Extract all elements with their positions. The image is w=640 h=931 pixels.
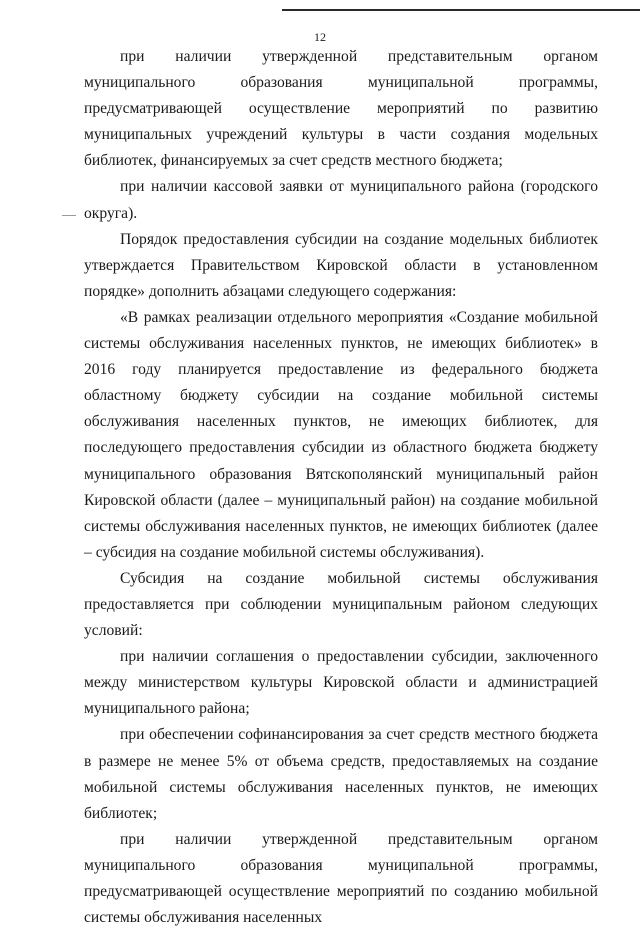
paragraph-6: при наличии соглашения о предоставлении субсидии, заключенного между министерством культуры Кировской области и администрацией муниципального района; — [84, 648, 598, 718]
page-number: 12 — [314, 30, 326, 44]
paragraph-8: при наличии утвержденной представительным органом муниципального образования муниципальной программы, предусматривающей осуществление мероприятий по созданию мобильной системы обслуживания населенных — [84, 830, 598, 927]
paragraph-2: при наличии кассовой заявки от муниципального района (городского округа). — [84, 178, 598, 222]
margin-mark — [62, 215, 76, 216]
paragraph-4: «В рамках реализации отдельного мероприятия «Создание мобильной системы обслуживания населенных пунктов, не имеющих библиотек» в 2016 году планируется предоставление из федерального бюджета областному бюджету субсидии на создание мобильной системы обслуживания населенных пунктов, не имеющих библиотек, для последующего предоставления субсидии из областного бюджета бюджету муниципального образования Вятскополянский муниципальный район Кировской области (далее – муниципальный район) на создание мобильной системы обслуживания населенных пунктов, не имеющих библиотек (далее – субсидия на создание мобильной системы обслуживания). — [84, 308, 598, 561]
paragraph-7: при обеспечении софинансирования за счет средств местного бюджета в размере не менее 5% от объема средств, предоставляемых на создание мобильной системы обслуживания населенных пунктов, не имеющих библиотек; — [84, 726, 598, 822]
paragraph-3: Порядок предоставления субсидии на создание модельных библиотек утверждается Правительством Кировской области в установленном порядке» дополнить абзацами следующего содержания: — [84, 230, 598, 300]
paragraph-5: Субсидия на создание мобильной системы обслуживания предоставляется при соблюдении муниципальным районом следующих условий: — [84, 569, 598, 640]
paragraph-1: при наличии утвержденной представительным органом муниципального образования муниципальной программы, предусматривающей осуществление мероприятий по развитию муниципальных учреждений культуры в части создания модельных библиотек, финансируемых за счет средств местного бюджета; — [84, 48, 598, 170]
document-body — [84, 44, 598, 931]
top-rule — [282, 9, 640, 11]
